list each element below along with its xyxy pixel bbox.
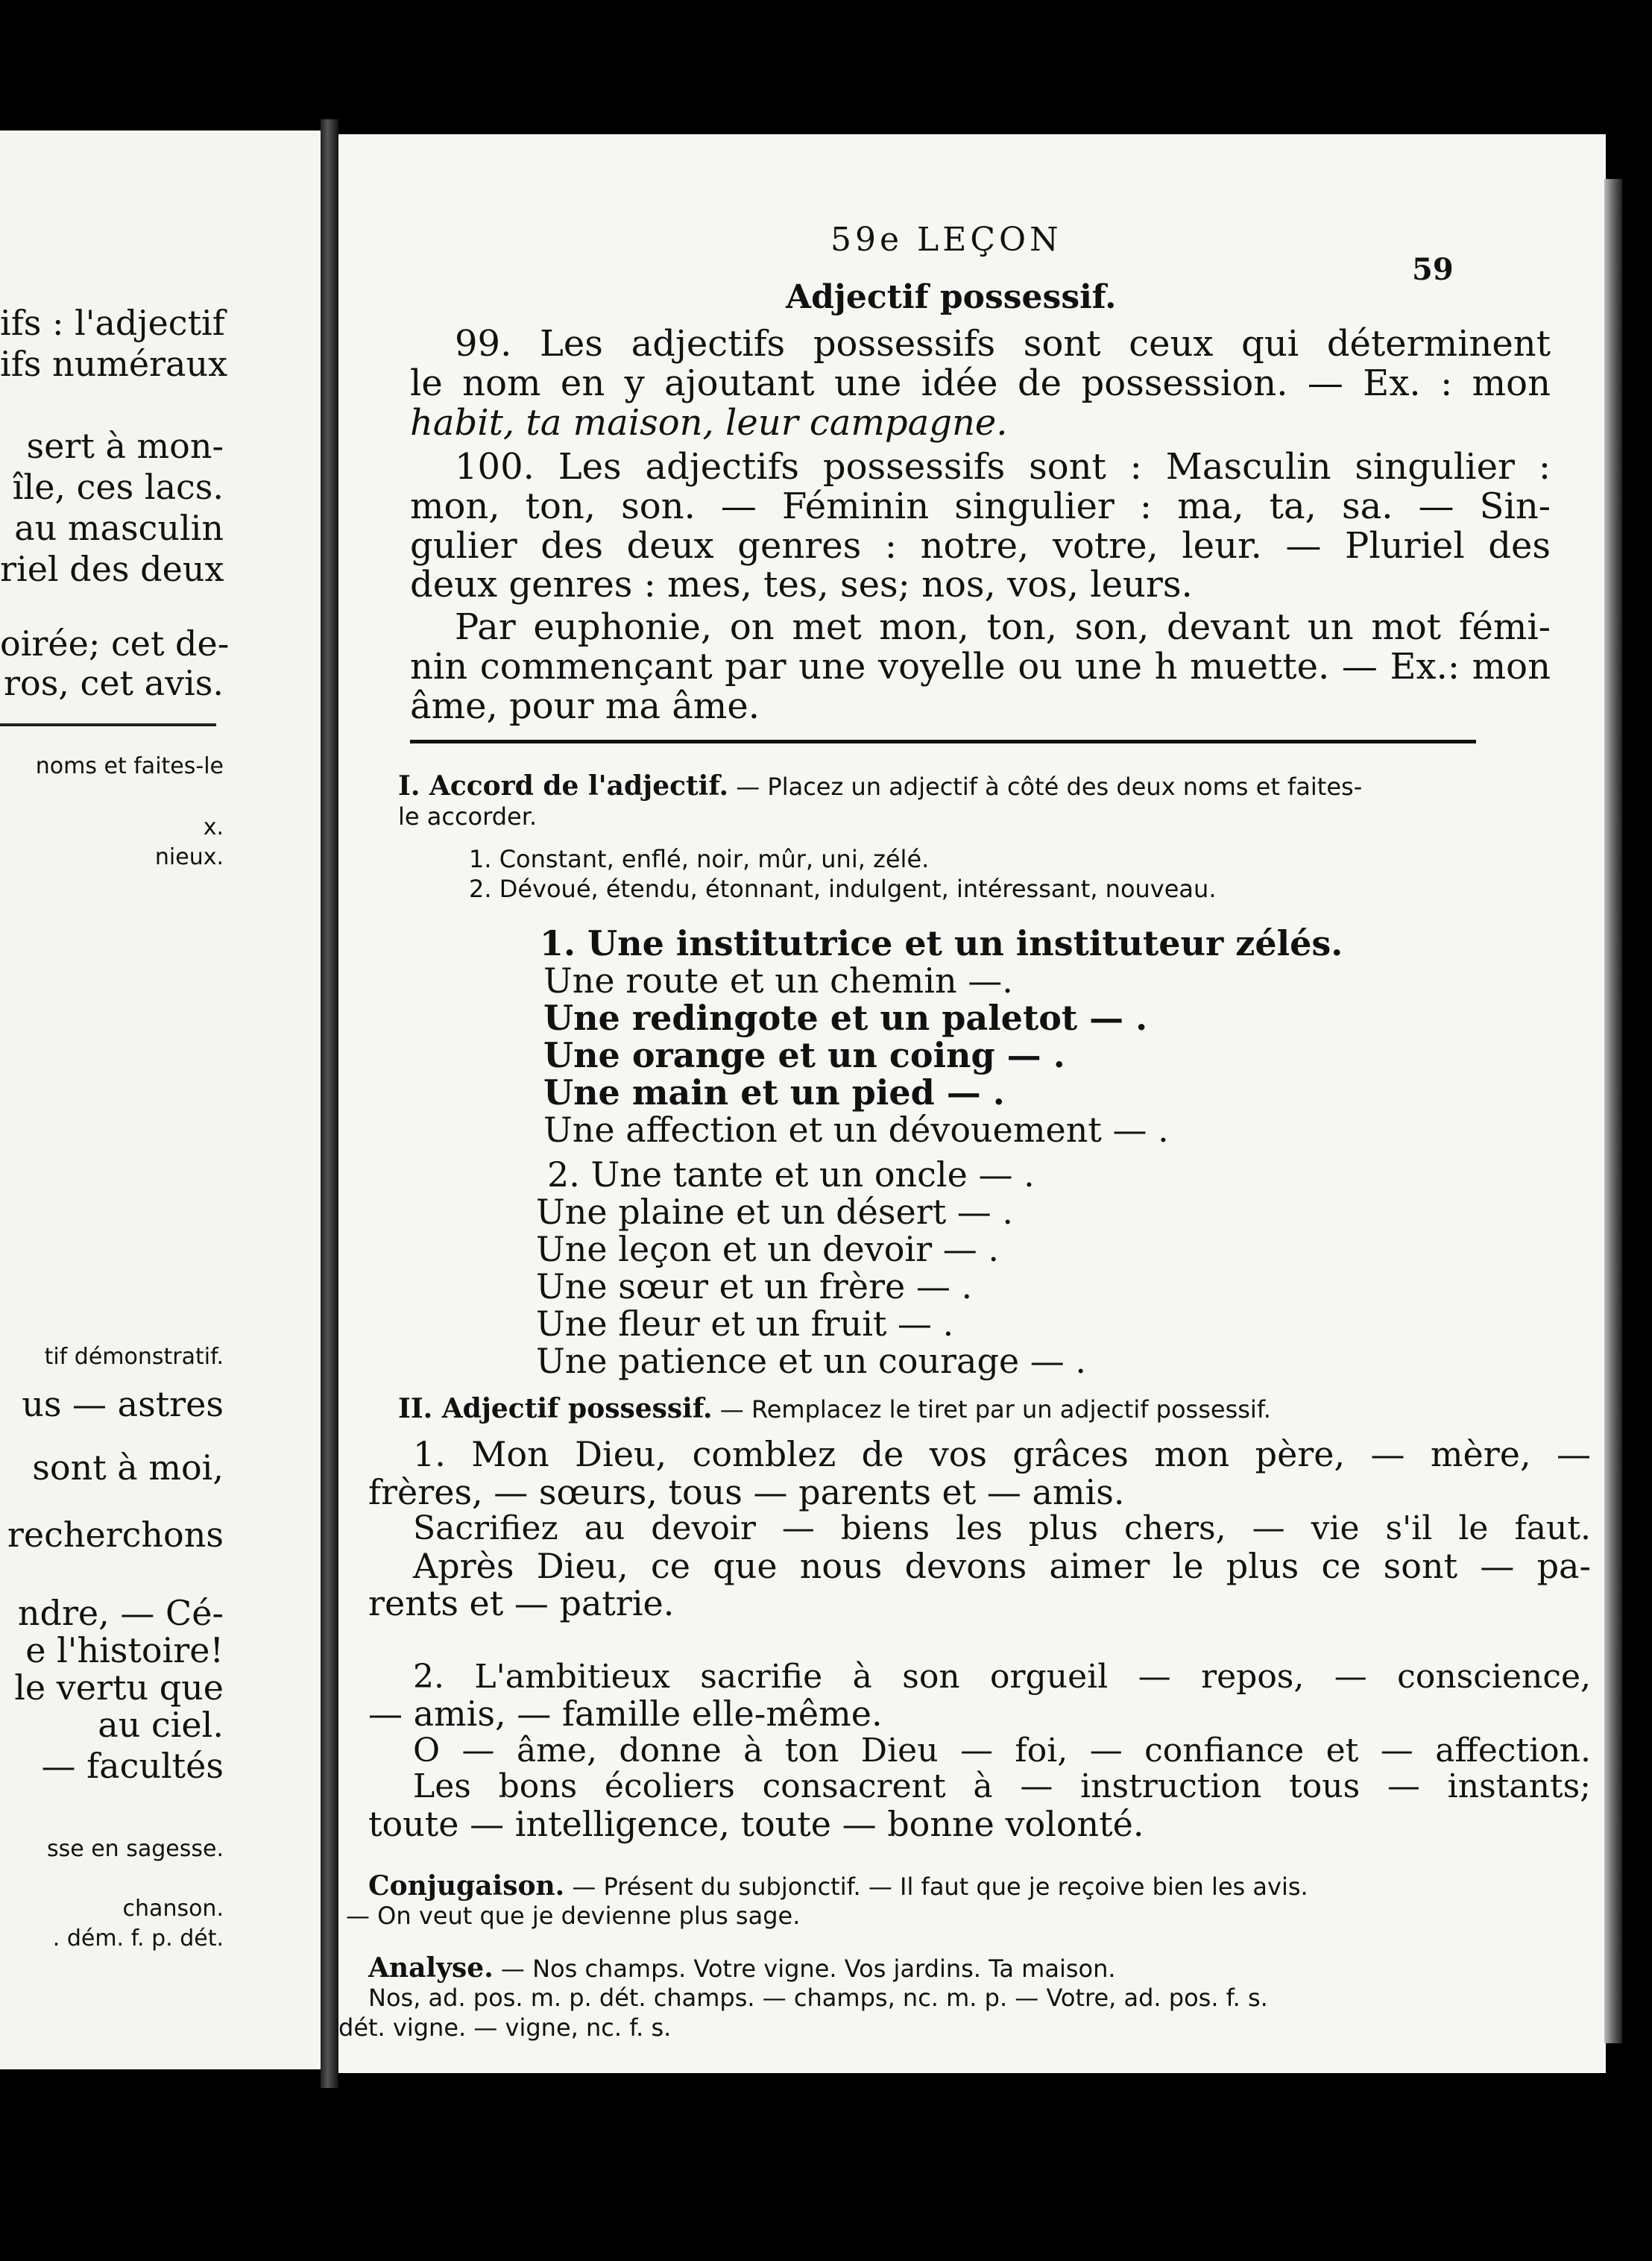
left-line: recherchons xyxy=(7,1515,224,1555)
exercise-2-title: II. Adjectif possessif. xyxy=(398,1393,713,1424)
exercise-2-line: 2. L'ambitieux sacrifie à son orgueil — repos, — conscience, xyxy=(413,1658,1591,1696)
rule-100-line: gulier des deux genres : notre, votre, leur. — Pluriel des xyxy=(410,524,1551,567)
conjugaison-line: — Présent du subjonctif. — Il faut que je reçoive bien les avis. xyxy=(572,1872,1308,1901)
sentence: Une redingote et un paletot — . xyxy=(543,998,1148,1038)
left-line: ndre, — Cé- xyxy=(17,1593,224,1633)
left-line: x. xyxy=(203,814,224,840)
page-subtitle: Adjectif possessif. xyxy=(786,278,1117,316)
sentence: 2. Une tante et un oncle — . xyxy=(547,1154,1035,1195)
left-line: noms et faites-le xyxy=(35,753,224,779)
word-list-2: 2. Dévoué, étendu, étonnant, indulgent, intéressant, nouveau. xyxy=(469,875,1217,903)
exercise-2-line: Les bons écoliers consacrent à — instruction tous — instants; xyxy=(413,1767,1591,1806)
left-line: e l'histoire! xyxy=(25,1630,224,1670)
sentence: Une orange et un coing — . xyxy=(543,1035,1065,1075)
exercise-2-part-2 xyxy=(368,1659,1591,1843)
left-page xyxy=(0,130,321,2069)
left-line: tif démonstratif. xyxy=(44,1344,224,1370)
exercise-2-instruction: — Remplacez le tiret par un adjectif possessif. xyxy=(719,1395,1271,1424)
word-list-1: 1. Constant, enflé, noir, mûr, uni, zélé. xyxy=(469,845,930,873)
sentence: Une route et un chemin —. xyxy=(543,960,1013,1001)
left-line: île, ces lacs. xyxy=(12,467,224,507)
rule-99 xyxy=(410,324,1551,442)
euphonie-note xyxy=(410,608,1551,726)
left-rule xyxy=(0,723,216,726)
rule-100-line: mon, ton, son. — Féminin singulier : ma, ta, sa. — Sin- xyxy=(410,485,1551,527)
exercise-2-part-1 xyxy=(368,1435,1591,1623)
left-line: au masculin xyxy=(14,508,224,548)
exercise-2-line: rents et — patrie. xyxy=(368,1583,675,1624)
analyse-label: Analyse. xyxy=(368,1952,494,1984)
exercise-2-line: 1. Mon Dieu, comblez de vos grâces mon père, — mère, — xyxy=(413,1434,1591,1474)
left-line: au ciel. xyxy=(98,1705,224,1745)
exercise-2-line: O — âme, donne à ton Dieu — foi, — confiance et — affection. xyxy=(413,1731,1591,1770)
exercise-1-title: I. Accord de l'adjectif. xyxy=(398,770,729,802)
rule-100 xyxy=(410,447,1551,605)
analyse-line-2: Nos, ad. pos. m. p. dét. champs. — champs, nc. m. p. — Votre, ad. pos. f. s. xyxy=(368,1984,1268,2012)
left-line: ifs : l'adjectif xyxy=(0,303,225,343)
rule-100-line: deux genres : mes, tes, ses; nos, vos, leurs. xyxy=(410,564,1193,606)
exercise-2-line: Sacrifiez au devoir — biens les plus chers, — vie s'il le faut. xyxy=(413,1509,1591,1548)
left-line: sont à moi, xyxy=(32,1447,224,1488)
left-line: nieux. xyxy=(154,844,224,870)
left-line: — facultés xyxy=(41,1746,224,1786)
section-rule xyxy=(410,740,1476,743)
euphonie-line: Par euphonie, on met mon, ton, son, devant un mot fémi- xyxy=(455,606,1551,648)
exercise-1-instruction: — Placez un adjectif à côté des deux noms et faites- xyxy=(736,773,1363,801)
left-line: . dém. f. p. dét. xyxy=(52,1925,224,1952)
rule-99-line: le nom en y ajoutant une idée de possession. — Ex. : mon xyxy=(410,362,1551,404)
conjugaison-label: Conjugaison. xyxy=(368,1870,565,1902)
left-line: ros, cet avis. xyxy=(4,663,224,703)
exercise-2-line: — amis, — famille elle-même. xyxy=(368,1694,883,1735)
sentence: Une patience et un courage — . xyxy=(536,1341,1086,1381)
euphonie-line: âme, pour ma âme. xyxy=(410,685,760,727)
exercise-2-line: toute — intelligence, toute — bonne volonté. xyxy=(368,1803,1144,1844)
exercise-1-header xyxy=(398,772,1554,802)
sentence: Une main et un pied — . xyxy=(543,1072,1005,1113)
sentence: Une affection et un dévouement — . xyxy=(543,1110,1169,1150)
analyse-line-3: dét. vigne. — vigne, nc. f. s. xyxy=(338,2013,672,2042)
analyse xyxy=(368,1954,1116,1984)
right-page xyxy=(338,134,1606,2073)
page-edge xyxy=(1604,179,1622,2043)
left-line: chanson. xyxy=(122,1896,224,1922)
conjugaison xyxy=(368,1872,1308,1902)
exercise-1-instruction-cont: le accorder. xyxy=(398,802,537,831)
sentence: Une sœur et un frère — . xyxy=(536,1266,973,1306)
sentence: Une plaine et un désert — . xyxy=(536,1192,1014,1232)
euphonie-line: nin commençant par une voyelle ou une h muette. — Ex.: mon xyxy=(410,645,1551,688)
exercise-2-line: Après Dieu, ce que nous devons aimer le plus ce sont — pa- xyxy=(413,1545,1591,1586)
rule-100-line: 100. Les adjectifs possessifs sont : Masculin singulier : xyxy=(455,446,1551,488)
exercise-2-line: frères, — sœurs, tous — parents et — amis. xyxy=(368,1471,1125,1512)
sentence: Une leçon et un devoir — . xyxy=(536,1229,999,1269)
conjugaison-line-2: — On veut que je devienne plus sage. xyxy=(346,1902,801,1930)
lesson-heading: 59e LEÇON xyxy=(830,221,1062,259)
rule-99-line: 99. Les adjectifs possessifs sont ceux qui déterminent xyxy=(455,323,1551,365)
left-line: le vertu que xyxy=(14,1667,224,1708)
page-number: 59 xyxy=(1412,252,1454,287)
left-line: us — astres xyxy=(22,1384,224,1424)
analyse-line: — Nos champs. Votre vigne. Vos jardins. Ta maison. xyxy=(500,1955,1116,1983)
sentence: 1. Une institutrice et un instituteur zélés. xyxy=(540,923,1343,963)
left-line: sse en sagesse. xyxy=(46,1836,224,1862)
left-line: oirée; cet de- xyxy=(0,623,230,664)
exercise-2-header xyxy=(398,1394,1554,1424)
left-line: riel des deux xyxy=(0,549,224,589)
book-gutter xyxy=(321,119,338,2088)
left-line: ifs numéraux xyxy=(0,344,228,384)
rule-99-line: habit, ta maison, leur campagne. xyxy=(410,401,1008,444)
left-line: sert à mon- xyxy=(26,426,224,466)
sentence: Une fleur et un fruit — . xyxy=(536,1304,954,1344)
